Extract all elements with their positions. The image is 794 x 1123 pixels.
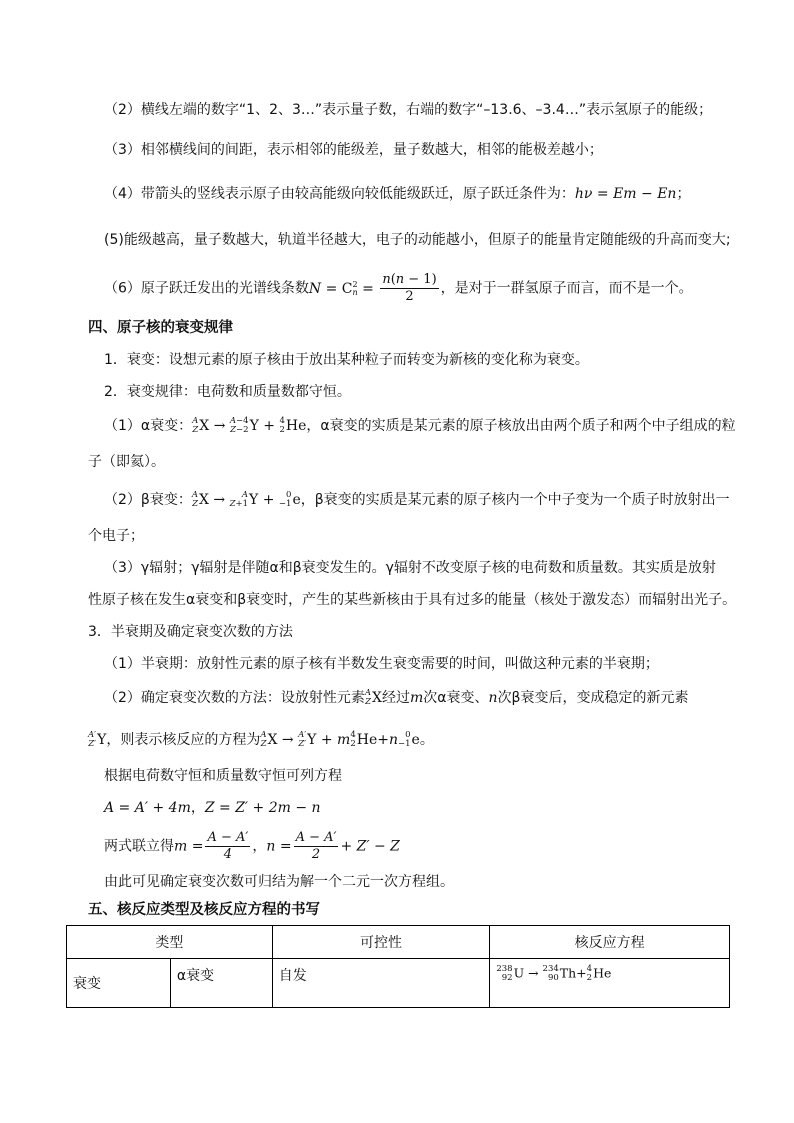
conclusion-text: 由此可见确定衰变次数可归结为解一个二元一次方程组。 xyxy=(104,874,454,890)
item-6 xyxy=(104,272,693,305)
solution-m-denominator: 4 xyxy=(223,847,233,862)
cell-control: 自发 xyxy=(272,959,490,1008)
cell-subtype: α衰变 xyxy=(170,959,272,1008)
solution-separator: ， xyxy=(252,838,267,855)
item-5: (5)能级越高，量子数越大，轨道半径越大，电子的动能越小，但原子的能量肯定随能级的升高而变大; xyxy=(104,232,731,248)
solution-text: 两式联立得 xyxy=(104,838,174,855)
decay-count-text: （2）确定衰变次数的方法：设放射性元素 xyxy=(104,690,365,706)
uranium-alpha-equation: 238 92 U → 234 90 Th+ 4 2 He xyxy=(496,964,612,983)
solution-m-lhs: m = xyxy=(174,838,204,855)
gamma-line-1: （3）γ辐射；γ辐射是伴随α和β衰变发生的。γ辐射不改变原子核的电荷数和质量数。其实质是放射 xyxy=(104,560,716,576)
decay-count-alpha: 次α衰变、 xyxy=(423,690,489,706)
item-4-end: ； xyxy=(676,186,691,202)
full-decay-equation: A Z X → A′ Z′ Y + m 4 2 He+n 0 −1 e xyxy=(260,730,420,749)
daughter-nuclide: A′ Z′ Y xyxy=(88,730,107,749)
decay-definition: 1．衰变：设想元素的原子核由于放出某种粒子而转变为新核的变化称为衰变。 xyxy=(104,352,589,368)
beta-decay-equation: A Z X → A Z+1 Y + 0 −1 e xyxy=(191,490,301,509)
decay-count-line xyxy=(104,688,689,708)
alpha-decay-equation: A Z X → A−4 Z−2 Y + 4 2 He xyxy=(192,416,307,435)
table-header-row xyxy=(67,926,730,959)
decay-count-result: 次β衰变后，变成稳定的新元素 xyxy=(497,690,689,706)
beta-count-var: n xyxy=(488,690,498,706)
reaction-equation-text: ，则表示核反应的方程为 xyxy=(106,732,261,748)
table-row xyxy=(67,959,730,1008)
reaction-equation-line xyxy=(88,730,434,750)
header-type: 类型 xyxy=(67,926,273,959)
item-3: （3）相邻横线间的间距，表示相邻的能级差，量子数越大，相邻的能极差越小； xyxy=(104,142,603,158)
parent-nuclide: A Z X xyxy=(364,688,383,707)
transition-formula: hν = Em − En xyxy=(574,186,677,202)
decay-rule: 2．衰变规律：电荷数和质量数都守恒。 xyxy=(104,384,351,400)
half-life-definition: （1）半衰期：放射性元素的原子核有半数发生衰变需要的时间，叫做这种元素的半衰期； xyxy=(104,656,659,672)
beta-continuation: 个电子； xyxy=(88,528,144,544)
beta-label: （2）β衰变： xyxy=(104,492,192,508)
solution-n-fraction xyxy=(294,830,339,863)
item-4-text: （4）带箭头的竖线表示原子由较高能级向较低能级跃迁，原子跃迁条件为： xyxy=(104,186,575,202)
header-controllability: 可控性 xyxy=(272,926,490,959)
beta-description: ，β衰变的实质是某元素的原子核内一个中子变为一个质子时放射出一 xyxy=(300,492,730,508)
alpha-decay-line xyxy=(104,416,736,436)
cell-equation xyxy=(490,959,730,1008)
solution-n-denominator: 2 xyxy=(311,847,321,862)
section-4-heading: 四、原子核的衰变规律 xyxy=(88,320,233,336)
solution-n-lhs: n = xyxy=(266,838,292,855)
half-life-heading: 3．半衰期及确定衰变次数的方法 xyxy=(88,624,293,640)
solution-n-tail: + Z′ − Z xyxy=(340,838,400,855)
header-equation: 核反应方程 xyxy=(490,926,730,959)
alpha-continuation: 子（即氦）。 xyxy=(88,454,165,470)
cell-type: 衰变 xyxy=(67,959,171,1008)
equations-separator: ， xyxy=(190,800,205,816)
charge-equation: Z = Z′ + 2m − n xyxy=(204,800,321,816)
mass-equation: A = A′ + 4m xyxy=(104,800,191,816)
decay-count-via: 经过 xyxy=(382,690,411,706)
item-4 xyxy=(104,184,690,204)
item-6-text: （6）原子跃迁发出的光谱线条数 xyxy=(104,280,309,297)
alpha-description: ，α衰变的实质是某元素的原子核放出由两个质子和两个中子组成的粒 xyxy=(306,418,736,434)
nuclear-reaction-table xyxy=(66,925,730,1008)
solution-m-numerator: A − A′ xyxy=(207,830,249,845)
conservation-text: 根据电荷数守恒和质量数守恒可列方程 xyxy=(104,768,342,784)
section-5-heading: 五、核反应类型及核反应方程的书写 xyxy=(88,902,320,918)
equations-line xyxy=(104,798,321,818)
solution-m-fraction xyxy=(205,830,250,863)
solution-n-numerator: A − A′ xyxy=(295,830,337,845)
alpha-label: （1）α衰变： xyxy=(104,418,193,434)
alpha-count-var: m xyxy=(410,690,424,706)
gamma-line-2: 性原子核在发生α衰变和β衰变时，产生的某些新核由于具有过多的能量（核处于激发态）而辐射出光子。 xyxy=(88,592,737,608)
item-6-end: ，是对于一群氢原子而言，而不是一个。 xyxy=(440,280,693,297)
beta-decay-line xyxy=(104,490,730,510)
solution-line xyxy=(104,830,400,863)
spectral-line-formula: N = C 2 n = $\frac{n(n - 1)}{2}$ xyxy=(308,272,437,304)
item-2: （2）横线左端的数字“1、2、3…”表示量子数，右端的数字“–13.6、–3.4…”表示氢原子的能级； xyxy=(104,102,713,118)
reaction-equation-end: 。 xyxy=(419,732,434,748)
